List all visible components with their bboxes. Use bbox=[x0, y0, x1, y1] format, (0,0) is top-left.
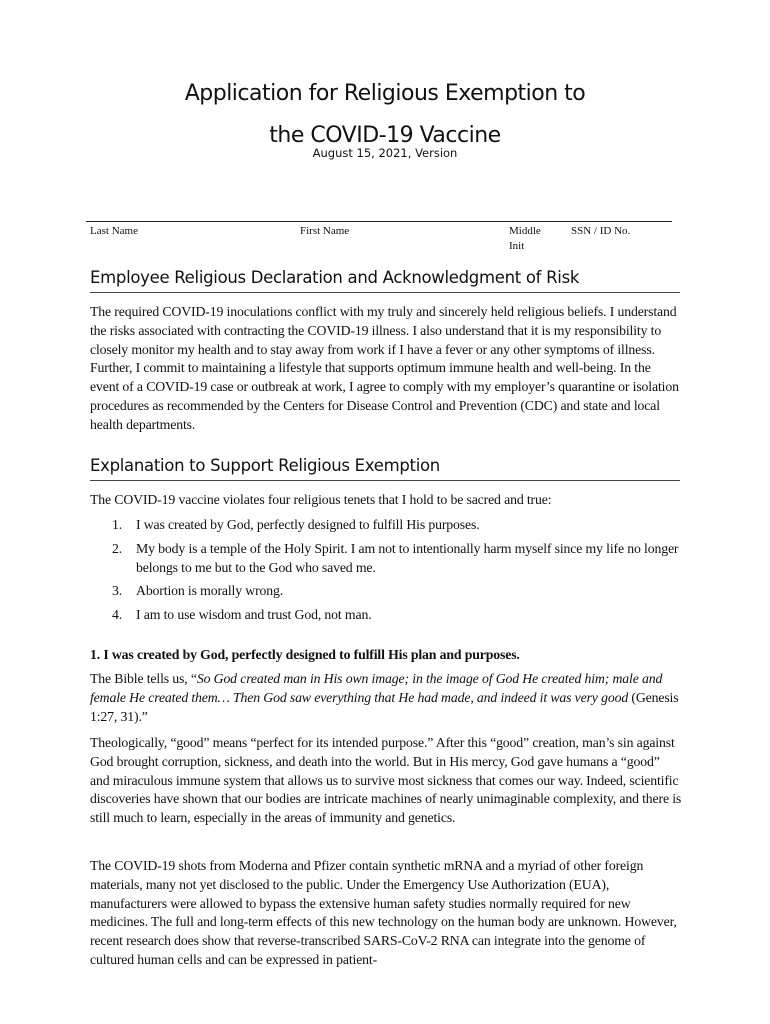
middle-init-line-1: Middle bbox=[509, 225, 541, 237]
bible-quote: So God created man in His own image; in the image of God He created him; male and female He created them… Then God saw everything that He had made, and indeed it was very good bbox=[90, 671, 663, 705]
tenet-1-heading: 1. I was created by God, perfectly designed to fulfill His plan and purposes. bbox=[90, 647, 520, 662]
explanation-intro: The COVID-19 vaccine violates four religious tenets that I hold to be sacred and true: bbox=[90, 492, 552, 507]
bible-lead: The Bible tells us, “ bbox=[90, 671, 197, 686]
list-item-number: 1. bbox=[112, 517, 123, 532]
tenets-list bbox=[90, 516, 682, 630]
declaration-heading: Employee Religious Declaration and Acknowledgment of Risk bbox=[90, 266, 680, 293]
bible-reference: (Genesis 1:27, 31).” bbox=[90, 689, 679, 724]
list-item-text: My body is a temple of the Holy Spirit. I am not to intentionally harm myself since my life no longer belongs to me but to the God who saved me. bbox=[136, 540, 679, 575]
list-item-number: 2. bbox=[112, 540, 123, 556]
vaccine-paragraph: The COVID-19 shots from Moderna and Pfizer contain synthetic mRNA and a myriad of other foreign materials, many not yet disclosed to the public. Under the Emergency Use Authorization (EUA), manufacturers were allowed to bypass the extensive human safety studies normally required for new medicines. The full and long-term effects of this new technology on the human body are unknown. However, recent research does show that reverse-transcribed SARS-CoV-2 RNA can integrate into the genome of cultured human cells and can be expressed in patient- bbox=[90, 858, 677, 967]
fields-signature-line bbox=[86, 221, 672, 222]
list-item-number: 3. bbox=[112, 583, 123, 599]
explanation-heading: Explanation to Support Religious Exemption bbox=[90, 454, 680, 481]
declaration-paragraph: The required COVID-19 inoculations conflict with my truly and sincerely held religious beliefs. I understand the risks associated with contracting the COVID-19 illness. I also understand that it is my responsibility to closely monitor my health and to stay away from work if I have a fever or any other symptoms of illness. Further, I commit to maintaining a lifestyle that supports optimum immune health and well-being. In the event of a COVID-19 case or outbreak at work, I agree to comply with my employer’s quarantine or isolation procedures as recommended by the Centers for Disease Control and Prevention (CDC) and state and local health departments. bbox=[90, 304, 679, 432]
ssn-label: SSN / ID No. bbox=[571, 225, 631, 237]
first-name-label: First Name bbox=[300, 225, 350, 237]
list-item-text: Abortion is morally wrong. bbox=[136, 583, 284, 599]
list-item bbox=[90, 582, 682, 601]
list-item-text: I am to use wisdom and trust God, not man. bbox=[136, 607, 372, 623]
list-item-number: 4. bbox=[112, 607, 123, 623]
list-item bbox=[90, 606, 682, 625]
bible-paragraph bbox=[90, 670, 682, 726]
last-name-label: Last Name bbox=[90, 225, 138, 237]
title-line-2: the COVID-19 Vaccine bbox=[269, 123, 501, 148]
list-item bbox=[90, 516, 682, 535]
theology-paragraph: Theologically, “good” means “perfect for its intended purpose.” After this “good” creation, man’s sin against God brought corruption, sickness, and death into the world. But in His mercy, God gave humans a “good” and miraculous immune system that allows us to survive most sickness that comes our way. Indeed, scientific discoveries have shown that our bodies are intricate machines of nearly unimaginable complexity, and there is still much to learn, especially in the areas of immunity and genetics. bbox=[90, 735, 682, 826]
title-line-1: Application for Religious Exemption to bbox=[184, 81, 586, 106]
document-title bbox=[90, 73, 680, 157]
middle-init-label bbox=[509, 224, 559, 254]
middle-init-line-2: Init bbox=[509, 240, 525, 252]
list-item bbox=[90, 540, 682, 578]
version-line: August 15, 2021, Version bbox=[312, 146, 458, 160]
list-item-text: I was created by God, perfectly designed to fulfill His purposes. bbox=[136, 517, 480, 532]
